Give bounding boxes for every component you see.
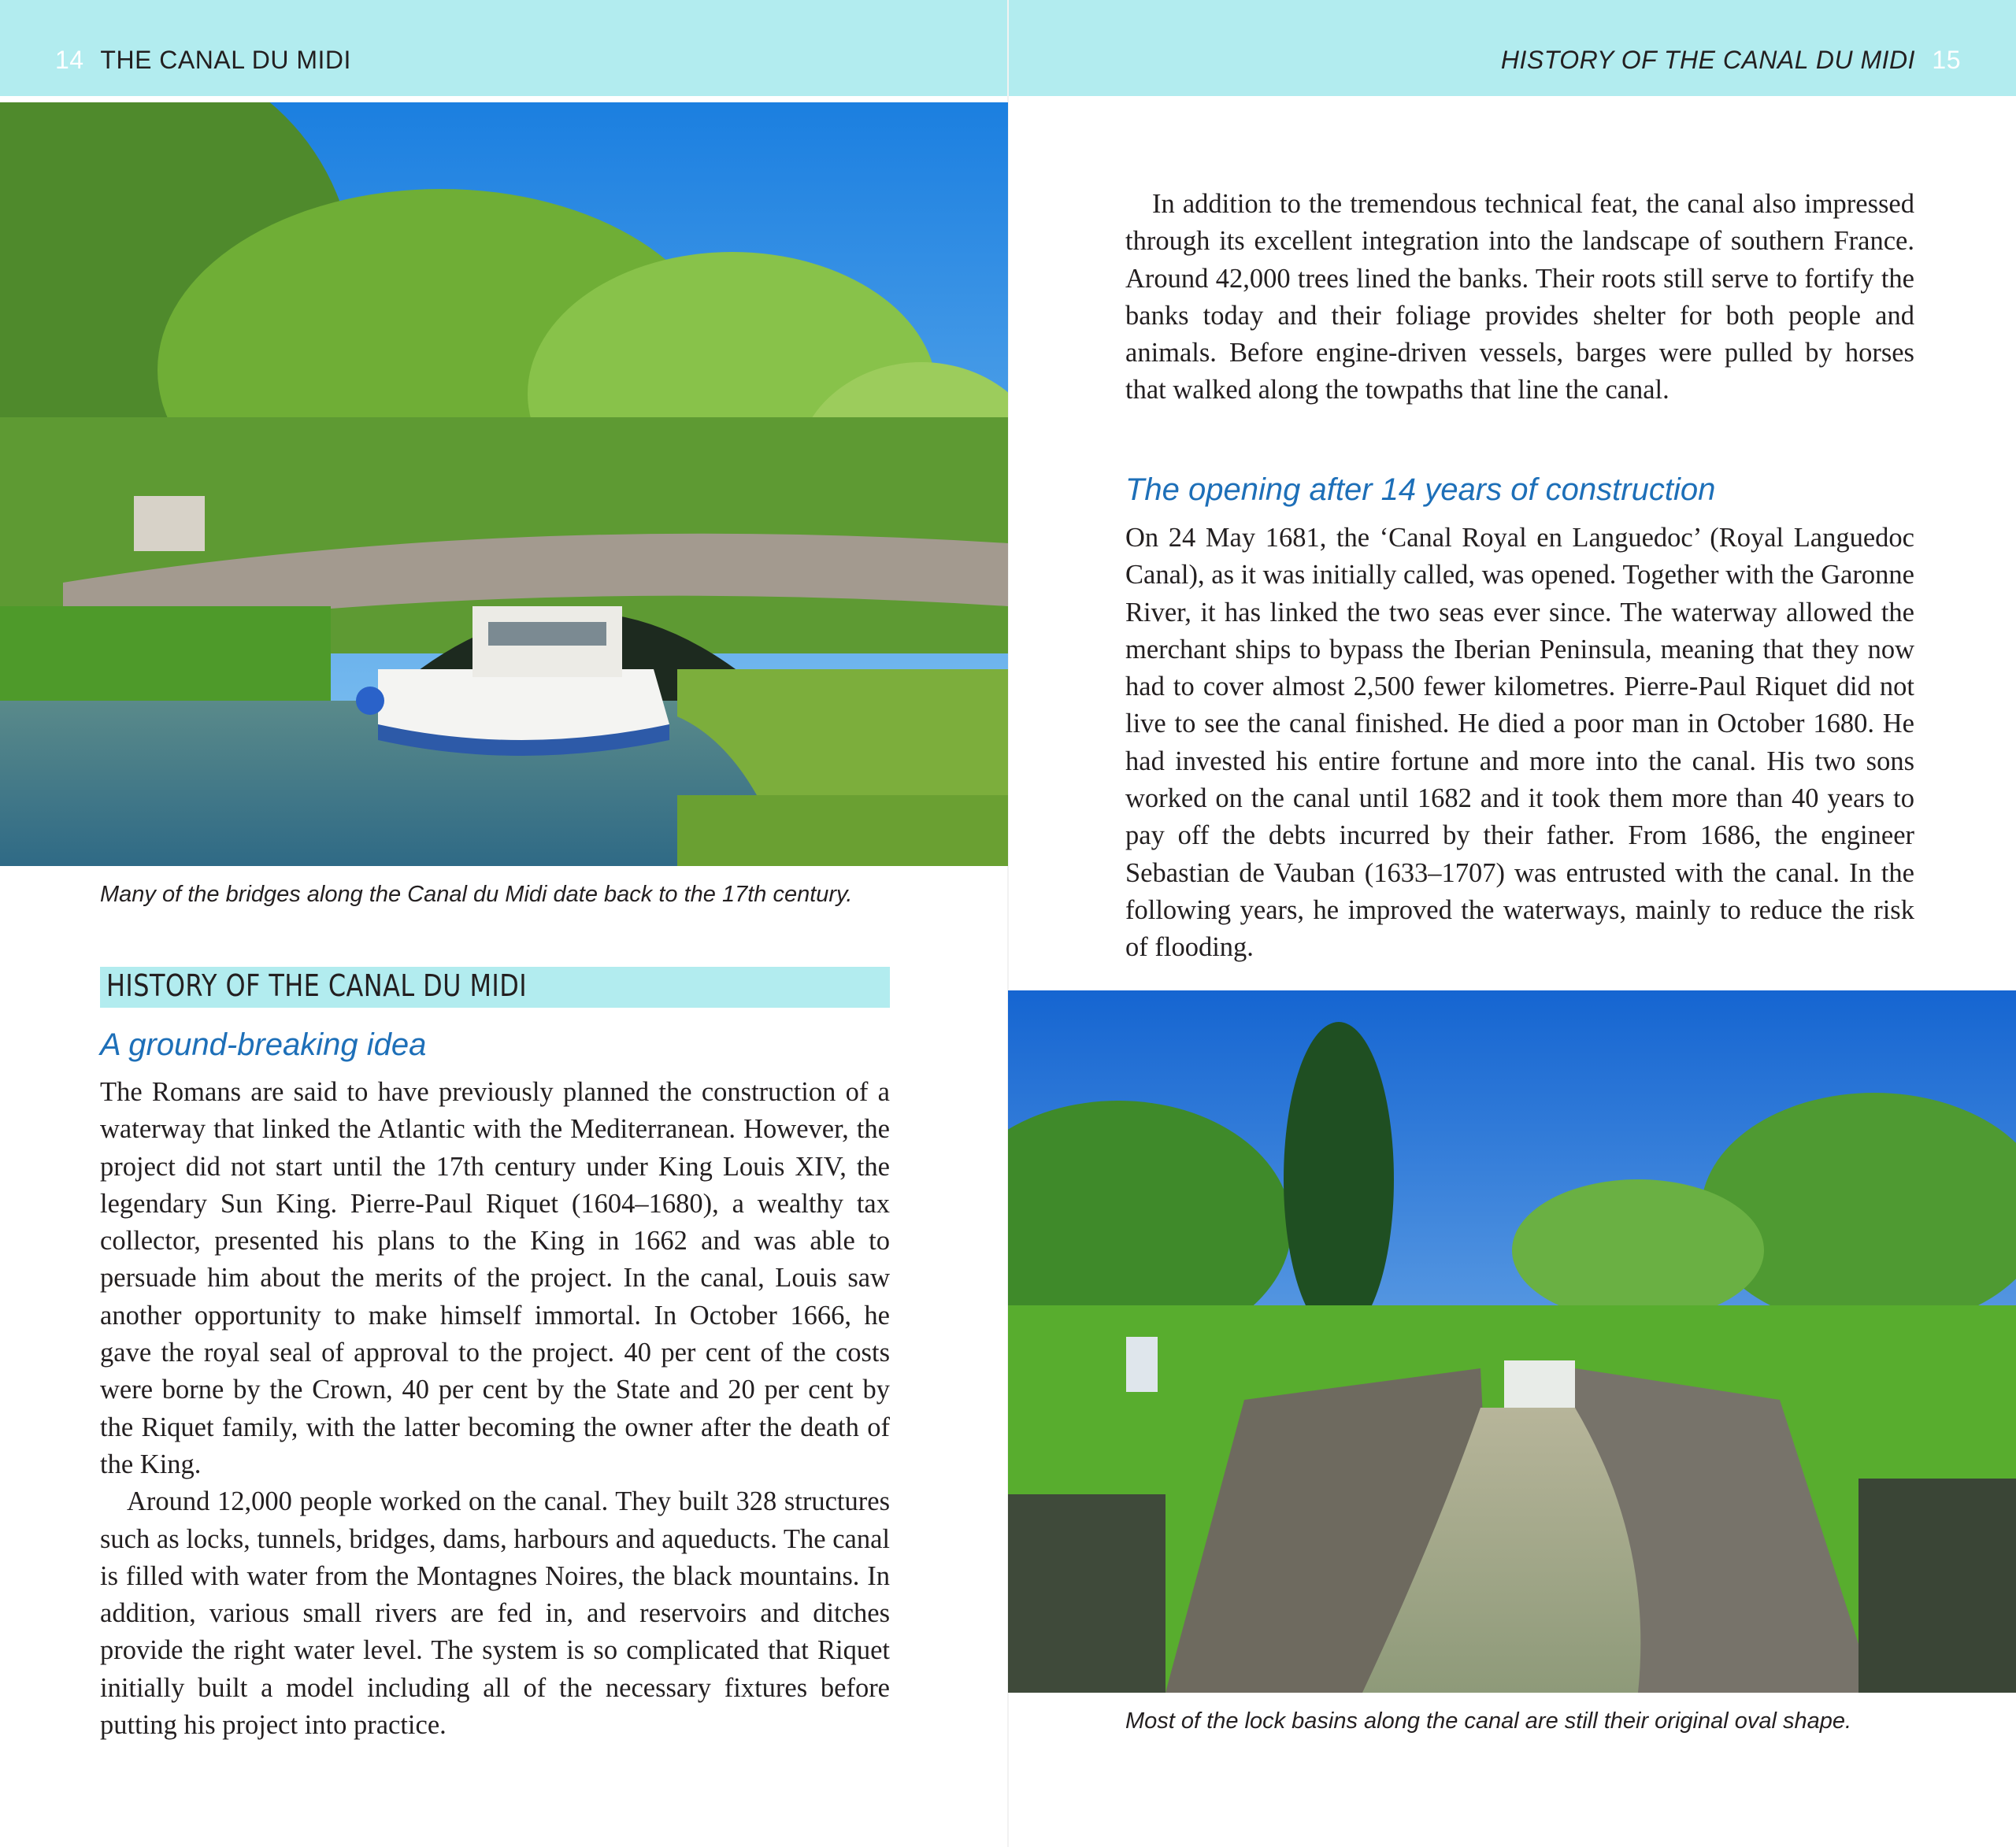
subheading-ground-breaking: A ground-breaking idea — [100, 1027, 427, 1062]
right-intro-text — [1125, 186, 1914, 409]
right-paragraph-opening: On 24 May 1681, the ‘Canal Royal en Languedoc’ (Royal Languedoc Canal), as it was initially called, was opened. Together with the Garonne River, it has linked the two seas ever since. The waterway allowed the merchant ships to bypass the Iberian Peninsula, meaning that they now had to cover almost 2,500 fewer kilometres. Pierre-Paul Riquet did not live to see the canal finished. He died a poor man in October 1680. He had invested his entire fortune and more into the canal. His two sons worked on the canal until 1682 and it took them more than 40 years to pay off the debts incurred by their father. From 1686, the engineer Sebastian de Vauban (1633–1707) was entrusted with the canal. In the following years, he improved the waterways, mainly to reduce the risk of flooding. — [1125, 523, 1914, 963]
left-paragraph-1: The Romans are said to have previously planned the construction of a waterway that linked the Atlantic with the Mediterranean. However, the project did not start until the 17th century under King Louis XIV, the legendary Sun King. Pierre-Paul Riquet (1604–1680), a wealthy tax collector, presented his plans to the King in 1662 and was able to persuade him about the merits of the project. In the canal, Louis saw another opportunity to make himself immortal. In October 1666, he gave the royal seal of approval to the project. 40 per cent of the costs were borne by the Crown, 40 per cent by the State and 20 per cent by the Riquet family, with the latter becoming the owner after the death of the King. — [100, 1077, 890, 1479]
left-paragraph-2: Around 12,000 people worked on the canal. They built 328 structures such as locks, tunnels, bridges, dams, harbours and aqueducts. The canal is filled with water from the Montagnes Noires, the black mountains. In addition, various small rivers are fed in, and reservoirs and ditches provide the right water level. The system is so complicated that Riquet initially built a model including all of the necessary fixtures before putting his project into practice. — [100, 1486, 890, 1741]
running-header-left — [46, 46, 351, 75]
right-body-text — [1125, 520, 1914, 967]
bridge-boat-photo — [0, 102, 1008, 866]
left-running-title: THE CANAL DU MIDI — [100, 46, 351, 74]
subheading-opening: The opening after 14 years of construction — [1125, 472, 1716, 507]
running-header-right — [1501, 46, 1970, 75]
section-heading: HISTORY OF THE CANAL DU MIDI — [106, 968, 528, 1003]
right-running-title: HISTORY OF THE CANAL DU MIDI — [1500, 46, 1916, 74]
right-page-number: 15 — [1932, 46, 1961, 74]
left-page-number: 14 — [55, 46, 84, 74]
lock-basin-photo — [1008, 990, 2016, 1693]
right-paragraph-intro: In addition to the tremendous technical feat, the canal also impressed through its excellent integration into the landscape of southern France. Around 42,000 trees lined the banks. Their roots still serve to fortify the banks today and their foliage provides shelter for both people and animals. Before engine-driven vessels, barges were pulled by horses that walked along the towpaths that line the canal. — [1125, 189, 1914, 405]
left-body-text — [100, 1074, 890, 1744]
lock-photo-caption: Most of the lock basins along the canal are still their original oval shape. — [1125, 1708, 1852, 1734]
bridge-photo-caption: Many of the bridges along the Canal du Midi date back to the 17th century. — [100, 882, 853, 907]
